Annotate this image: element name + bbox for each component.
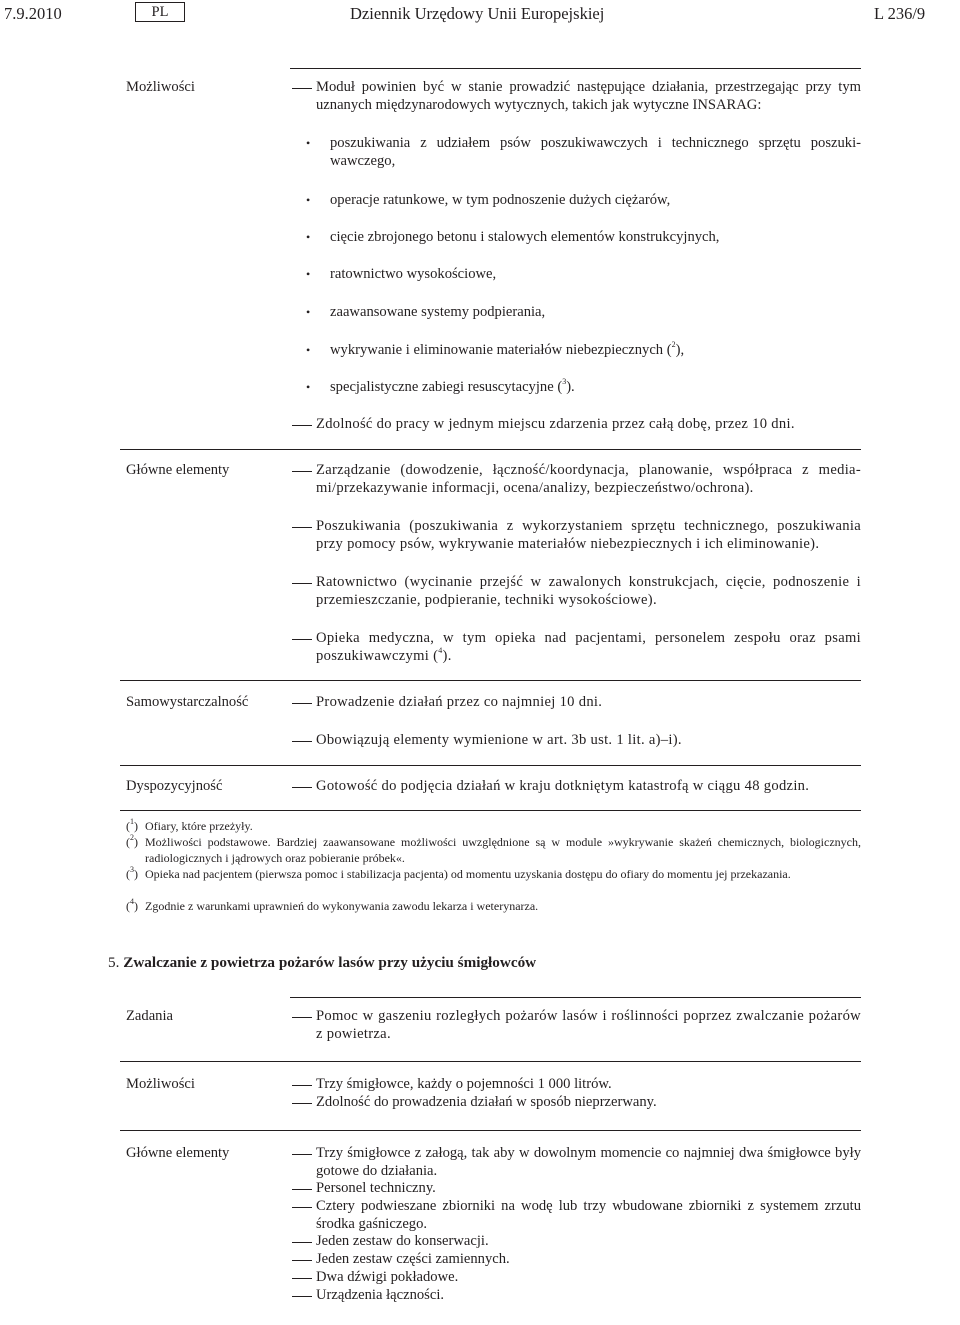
- bullet-text: wykrywanie i eliminowanie materiałów niebezpiecznych: [330, 342, 664, 358]
- page-header: [0, 4, 960, 26]
- footnote-number: 2: [130, 833, 134, 842]
- table-rule: [120, 765, 861, 766]
- footnote-number: 3: [130, 865, 134, 874]
- table-rule: [120, 680, 861, 681]
- bullet-marker: •: [306, 343, 311, 357]
- row-label-mozliwosci: Możliwości: [126, 1076, 195, 1092]
- availability-item: Gotowość do podjęcia działań w kraju dotkniętym katastrofą w ciągu 48 godzin.: [316, 778, 810, 794]
- bullet-tail: ).: [566, 379, 575, 395]
- main-element-item: Ratownictwo (wycinanie przejść w zawalonych konstrukcjach, cięcie, podnoszenie i przemieszczanie, podpieranie, techniki wysokościowe).: [316, 574, 861, 608]
- capabilities-intro: Moduł powinien być w stanie prowadzić następujące działania, przestrzegając przy tym uznanych międzynarodowych wytycznych, takich jak wytyczne INSARAG:: [316, 79, 861, 113]
- bullet-marker: •: [306, 305, 311, 319]
- bullet-item: ratownictwo wysokościowe,: [330, 266, 497, 282]
- issue-date: 7.9.2010: [4, 4, 62, 23]
- row-label-glowne-elementy: Główne elementy: [126, 462, 230, 478]
- em-dash: [292, 1296, 312, 1297]
- em-dash: [292, 787, 312, 788]
- em-dash: [292, 471, 312, 472]
- bullet-marker: •: [306, 380, 311, 394]
- em-dash: [292, 1189, 312, 1190]
- row-label-dyspozycyjnosc: Dyspozycyjność: [126, 778, 223, 794]
- item-tail: ).: [442, 647, 452, 664]
- em-dash: [292, 1154, 312, 1155]
- row-label-mozliwosci: Możliwości: [126, 79, 195, 95]
- table-rule: [290, 997, 861, 998]
- footnote-ref: 4: [438, 645, 443, 655]
- bullet-item: zaawansowane systemy podpierania,: [330, 304, 546, 320]
- self-sufficiency-item: Obowiązują elementy wymienione w art. 3b ust. 1 lit. a)–i).: [316, 732, 682, 748]
- bullet-item: wykrywanie i eliminowanie materiałów niebezpiecznych ($^2$),: [330, 340, 685, 358]
- main-element-item: Opieka medyczna, w tym opieka nad pacjentami, personelem zespołu oraz psami poszukiwawczymi ($^4$).: [316, 630, 861, 664]
- em-dash: [292, 1278, 312, 1279]
- em-dash: [292, 1017, 312, 1018]
- main-element-item: Jeden zestaw do konserwacji.: [316, 1233, 489, 1249]
- bullet-item: operacje ratunkowe, w tym podnoszenie dużych ciężarów,: [330, 192, 671, 208]
- main-element-item: Personel techniczny.: [316, 1180, 436, 1196]
- capability-item: Zdolność do prowadzenia działań w sposób nieprzerwany.: [316, 1094, 657, 1110]
- table-rule: [120, 1130, 861, 1131]
- row-label-samowystarczalnosc: Samowystarczalność: [126, 694, 249, 710]
- bullet-item: poszukiwania z udziałem psów poszukiwawczych i technicznego sprzętu poszuki-wawczego,: [330, 135, 861, 169]
- bullet-marker: •: [306, 193, 311, 207]
- em-dash: [292, 1260, 312, 1261]
- table-rule: [120, 449, 861, 450]
- main-element-item: Trzy śmigłowce z załogą, tak aby w dowolnym momencie co najmniej dwa śmigłowce były gotowe do działania.: [316, 1145, 861, 1179]
- table-rule: [120, 1061, 861, 1062]
- main-element-item: Poszukiwania (poszukiwania z wykorzystaniem sprzętu technicznego, poszukiwania przy pomocy psów, wykrywanie materiałów niebezpiecznych i ich eliminowanie).: [316, 518, 861, 552]
- footnote-text: Ofiary, które przeżyły.: [145, 819, 253, 833]
- main-element-item: Dwa dźwigi pokładowe.: [316, 1269, 459, 1285]
- footnote-text: Możliwości podstawowe. Bardziej zaawansowane możliwości uwzględnione są w module »wykrywanie skażeń chemicznych, biologicznych, radiologicznych i jądrowych oraz pobieranie próbek«.: [145, 835, 861, 865]
- footnote-text: Zgodnie z warunkami uprawnień do wykonywania zawodu lekarza i weterynarza.: [145, 899, 539, 913]
- row-label-glowne-elementy: Główne elementy: [126, 1145, 230, 1161]
- capability-item: Trzy śmigłowce, każdy o pojemności 1 000 litrów.: [316, 1076, 612, 1092]
- em-dash: [292, 583, 312, 584]
- footnote-ref: 2: [671, 340, 676, 350]
- bullet-item: specjalistyczne zabiegi resuscytacyjne ($^3$).: [330, 377, 575, 395]
- table-rule: [120, 810, 861, 811]
- bullet-marker: •: [306, 230, 311, 244]
- section-number: 5.: [108, 954, 120, 971]
- em-dash: [292, 527, 312, 528]
- capacity-text: Zdolność do pracy w jednym miejscu zdarzenia przez całą dobę, przez 10 dni.: [316, 416, 795, 432]
- main-element-item: Jeden zestaw części zamiennych.: [316, 1251, 510, 1267]
- bullet-text: specjalistyczne zabiegi resuscytacyjne: [330, 379, 554, 395]
- footnote-text: Opieka nad pacjentem (pierwsza pomoc i stabilizacja pacjenta) od momentu uzyskania dostępu do ofiary do momentu jej przekazania.: [145, 867, 791, 881]
- em-dash: [292, 1242, 312, 1243]
- em-dash: [292, 639, 312, 640]
- em-dash: [292, 703, 312, 704]
- task-item: Pomoc w gaszeniu rozległych pożarów lasów i roślinności poprzez zwalczanie pożarów z powietrza.: [316, 1008, 861, 1042]
- bullet-tail: ),: [675, 342, 685, 358]
- table-rule: [290, 68, 861, 69]
- bullet-marker: •: [306, 267, 311, 281]
- journal-title: Dziennik Urzędowy Unii Europejskiej: [350, 4, 605, 23]
- em-dash: [292, 1103, 312, 1104]
- section-title: Zwalczanie z powietrza pożarów lasów przy użyciu śmigłowców: [123, 954, 537, 971]
- main-element-item: Zarządzanie (dowodzenie, łączność/koordynacja, planowanie, współpraca z media-mi/przekazywanie informacji, ocena/analizy, bezpieczeństwo/ochrona).: [316, 462, 861, 496]
- page-number: L 236/9: [874, 4, 926, 23]
- footnote-ref: 3: [562, 377, 567, 387]
- main-element-item: Cztery podwieszane zbiorniki na wodę lub trzy wbudowane zbiorniki z systemem zrzutu środka gaśniczego.: [316, 1198, 861, 1232]
- em-dash: [292, 1085, 312, 1086]
- em-dash: [292, 741, 312, 742]
- language-badge: PL: [135, 2, 185, 22]
- bullet-item: cięcie zbrojonego betonu i stalowych elementów konstrukcyjnych,: [330, 229, 720, 245]
- em-dash: [292, 1207, 312, 1208]
- footnote-number: 4: [130, 897, 134, 906]
- self-sufficiency-item: Prowadzenie działań przez co najmniej 10 dni.: [316, 694, 603, 710]
- footnote-number: 1: [130, 817, 134, 826]
- em-dash: [292, 88, 312, 89]
- item-text: Opieka medyczna, w tym opieka nad pacjentami, personelem zespołu oraz psami poszukiwawczymi: [316, 630, 861, 664]
- main-element-item: Urządzenia łączności.: [316, 1287, 445, 1303]
- section-heading: [108, 953, 536, 972]
- row-label-zadania: Zadania: [126, 1008, 173, 1024]
- bullet-marker: •: [306, 136, 311, 150]
- em-dash: [292, 425, 312, 426]
